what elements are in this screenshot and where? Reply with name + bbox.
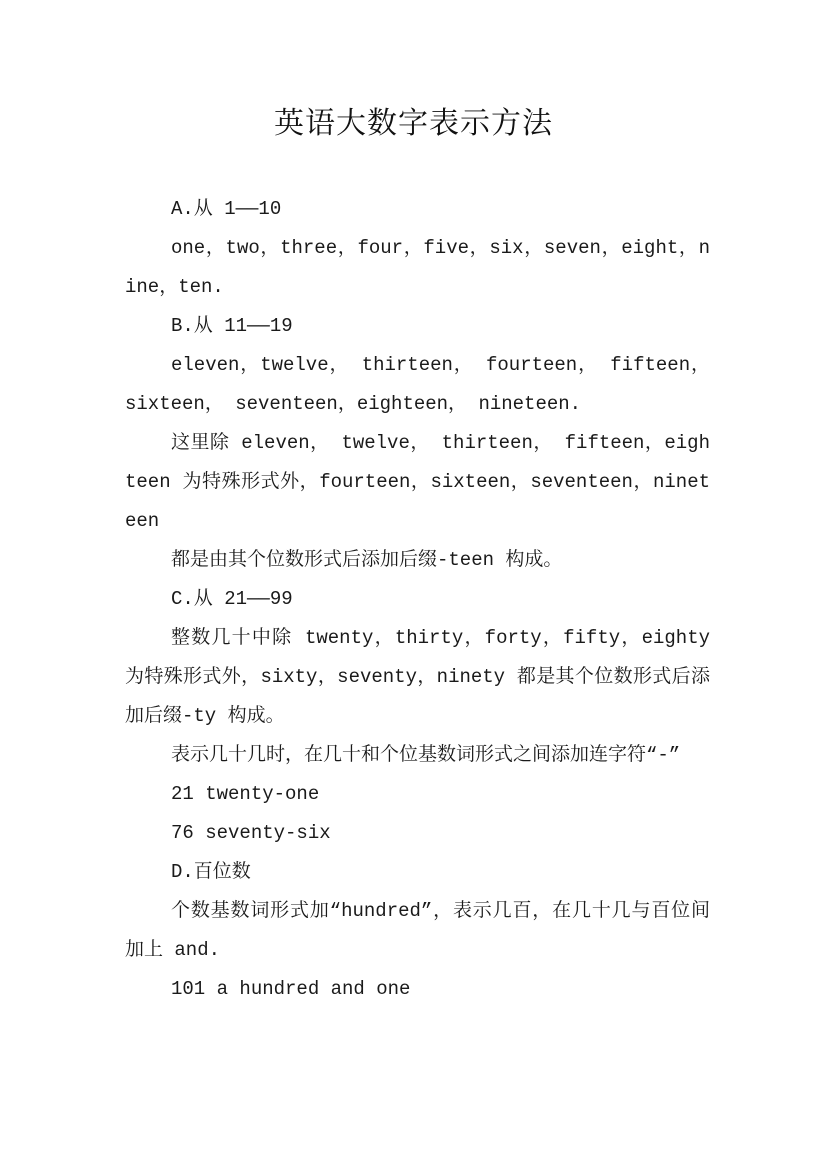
paragraph-teen-exceptions: 这里除 eleven， twelve， thirteen， fifteen，eighteen 为特殊形式外，fourteen，sixteen，seventeen，nineteen — [125, 432, 710, 532]
section-b-heading: B.从 11——19 — [171, 315, 293, 337]
example-101: 101 a hundred and one — [171, 978, 411, 1000]
section-c-heading: C.从 21——99 — [171, 588, 293, 610]
document-body — [125, 190, 710, 1009]
paragraph-hyphen-rule: 表示几十几时，在几十和个位基数词形式之间添加连字符“-” — [171, 744, 681, 766]
paragraph-tens-rule: 整数几十中除 twenty，thirty，forty，fifty，eighty 为特殊形式外，sixty，seventy，ninety 都是其个位数形式后添加后缀-ty 构成。 — [125, 627, 710, 727]
paragraph-teen-suffix: 都是由其个位数形式后添加后缀-teen 构成。 — [171, 549, 563, 571]
section-d-heading: D.百位数 — [171, 861, 251, 883]
document-title: 英语大数字表示方法 — [274, 106, 553, 141]
section-a-heading: A.从 1——10 — [171, 198, 282, 220]
paragraph-1-10-words: one，two，three，four，five，six，seven，eight，nine，ten. — [125, 237, 710, 298]
paragraph-hundreds-rule: 个数基数词形式加“hundred”，表示几百，在几十几与百位间加上 and. — [125, 900, 710, 961]
example-21: 21 twenty-one — [171, 783, 320, 805]
example-76: 76 seventy-six — [171, 822, 331, 844]
paragraph-11-19-words: eleven，twelve， thirteen， fourteen， fifteen，sixteen， seventeen，eighteen， nineteen. — [125, 354, 710, 415]
